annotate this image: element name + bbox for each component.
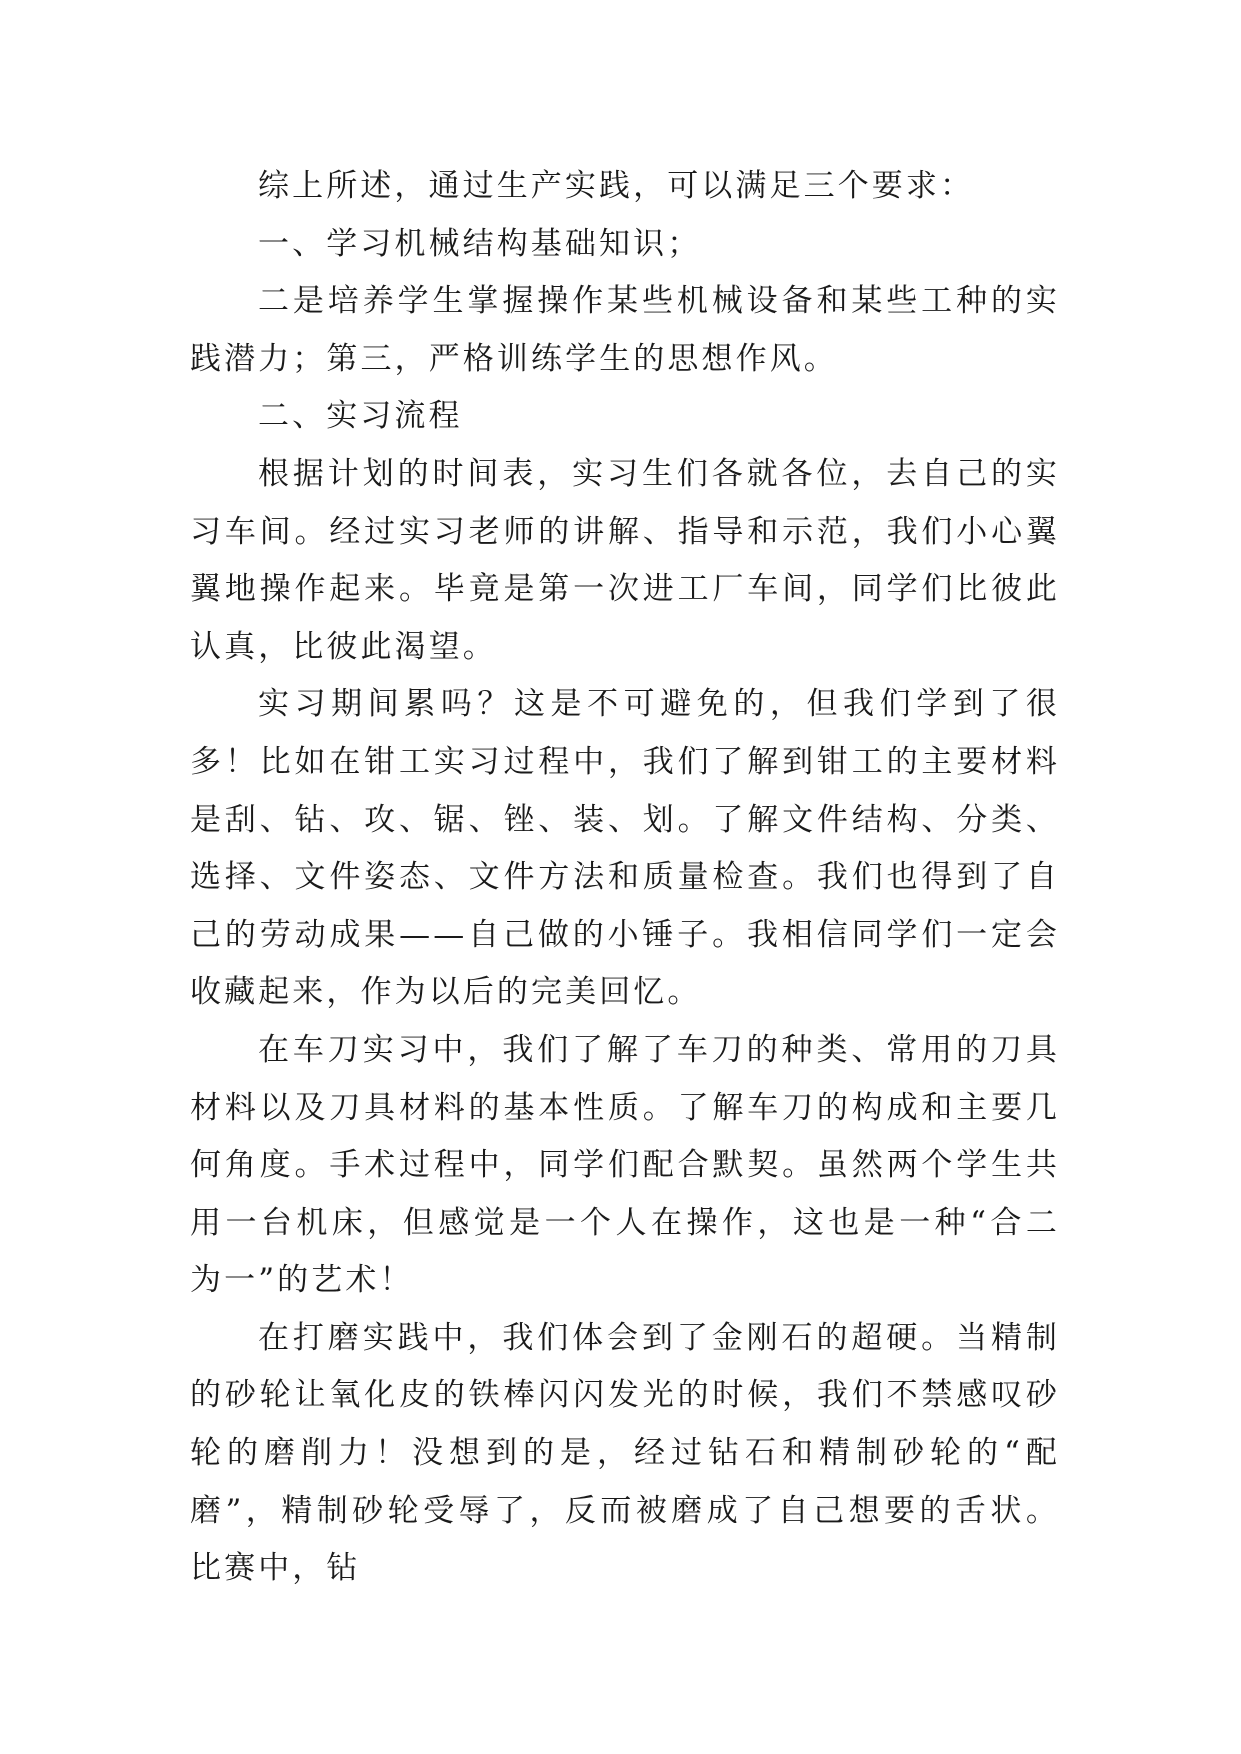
paragraph-requirement-two-three: 二是培养学生掌握操作某些机械设备和某些工种的实践潜力；第三，严格训练学生的思想作风。 xyxy=(190,283,1060,377)
paragraph-turning-tool-practice: 在车刀实习中，我们了解了车刀的种类、常用的刀具材料以及刀具材料的基本性质。了解车刀的构成和主要几何角度。手术过程中，同学们配合默契。虽然两个学生共用一台机床，但感觉是一个人在操作，这也是一种“合二为一”的艺术！ xyxy=(190,1031,1060,1299)
paragraph-fitter-practice: 实习期间累吗？这是不可避免的，但我们学到了很多！比如在钳工实习过程中，我们了解到钳工的主要材料是刮、钻、攻、锯、锉、装、划。了解文件结构、分类、选择、文件姿态、文件方法和质量检查。我们也得到了自己的劳动成果——自己做的小锤子。我相信同学们一定会收藏起来，作为以后的完美回忆。 xyxy=(190,686,1060,1011)
section-heading-internship-process: 二、实习流程 xyxy=(258,398,463,435)
paragraph-schedule: 根据计划的时间表，实习生们各就各位，去自己的实习车间。经过实习老师的讲解、指导和示范，我们小心翼翼地操作起来。毕竟是第一次进工厂车间，同学们比彼此认真，比彼此渴望。 xyxy=(190,455,1060,665)
paragraph-summary: 综上所述，通过生产实践，可以满足三个要求： xyxy=(258,168,975,204)
document-body xyxy=(190,158,1060,1598)
paragraph-grinding-practice: 在打磨实践中，我们体会到了金刚石的超硬。当精制的砂轮让氧化皮的铁棒闪闪发光的时候，我们不禁感叹砂轮的磨削力！没想到的是，经过钻石和精制砂轮的“配磨”，精制砂轮受辱了，反而被磨成了自己想要的舌状。比赛中，钻 xyxy=(190,1319,1060,1587)
paragraph-requirement-one: 一、学习机械结构基础知识； xyxy=(258,225,702,262)
